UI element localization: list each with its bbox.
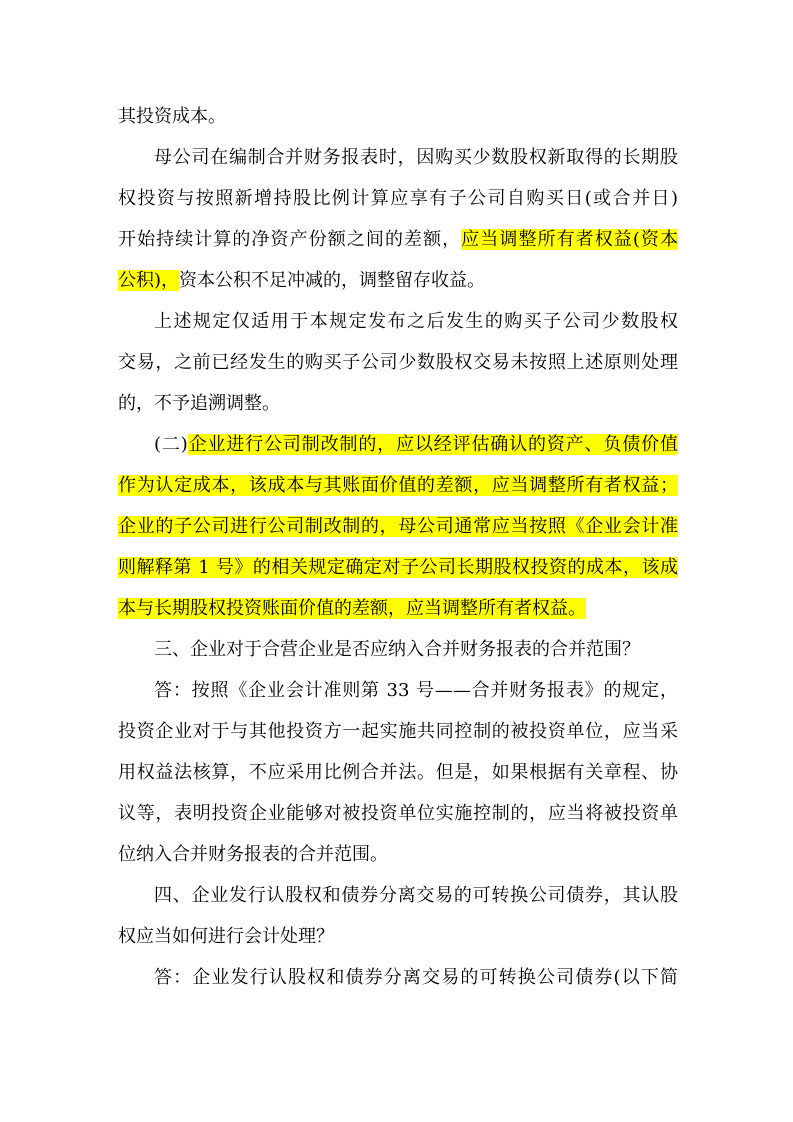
text-segment-plain: 资本公积不足冲减的，调整留存收益。 [179, 270, 486, 291]
text-line-2: 母公司在编制合并财务报表时，因购买少数股权新取得的长期股 [154, 147, 678, 168]
text-line-17: 用权益法核算，不应采用比例合并法。但是，如果根据有关章程、协 [118, 762, 678, 783]
text-line-11 [118, 506, 678, 547]
text-segment-plain: 开始持续计算的净资产份额之间的差额， [118, 229, 462, 250]
highlighted-text: 公积)， [118, 270, 180, 291]
text-line-16: 投资企业对于与其他投资方一起实施共同控制的被投资单位，应当采 [118, 721, 678, 742]
text-line-8: 的，不予追溯调整。 [118, 393, 280, 414]
text-line-10 [118, 465, 678, 506]
text-line-12 [118, 547, 678, 588]
text-line-15: 答：按照《企业会计准则第 33 号——合并财务报表》的规定， [154, 680, 678, 701]
highlighted-text: 则解释第 1 号》的相关规定确定对子公司长期股权投资的成本，该成 [118, 557, 678, 578]
highlighted-text: 本与长期股权投资账面价值的差额，应当调整所有者权益。 [118, 598, 586, 619]
section-heading-3: 三、企业对于合营企业是否应纳入合并财务报表的合并范围？ [154, 639, 640, 660]
highlighted-text: 作为认定成本，该成本与其账面价值的差额，应当调整所有者权益； [118, 475, 678, 496]
text-line-9 [118, 424, 678, 465]
text-line-21: 权应当如何进行会计处理？ [118, 926, 334, 947]
text-line-3: 权投资与按照新增持股比例计算应享有子公司自购买日(或合并日) [118, 188, 678, 209]
text-line-18: 议等，表明投资企业能够对被投资单位实施控制的，应当将被投资单 [118, 803, 678, 824]
text-line-1: 其投资成本。 [118, 106, 226, 127]
section-heading-4: 四、企业发行认股权和债券分离交易的可转换公司债券，其认股 [154, 885, 678, 906]
highlighted-text: 应当调整所有者权益(资本 [461, 229, 679, 250]
text-line-22: 答：企业发行认股权和债券分离交易的可转换公司债券(以下简 [154, 967, 678, 988]
text-line-13 [118, 588, 678, 629]
highlighted-text: 企业的子公司进行公司制改制的，母公司通常应当按照《企业会计准 [118, 516, 678, 537]
text-line-4 [118, 219, 678, 260]
section-number: (二) [154, 434, 188, 455]
highlighted-text: 企业进行公司制改制的，应以经评估确认的资产、负债价值 [187, 434, 679, 455]
text-line-6: 上述规定仅适用于本规定发布之后发生的购买子公司少数股权 [154, 311, 678, 332]
text-line-7: 交易，之前已经发生的购买子公司少数股权交易未按照上述原则处理 [118, 352, 678, 373]
text-line-19: 位纳入合并财务报表的合并范围。 [118, 844, 388, 865]
document-body [118, 96, 678, 998]
text-line-5 [118, 260, 678, 301]
